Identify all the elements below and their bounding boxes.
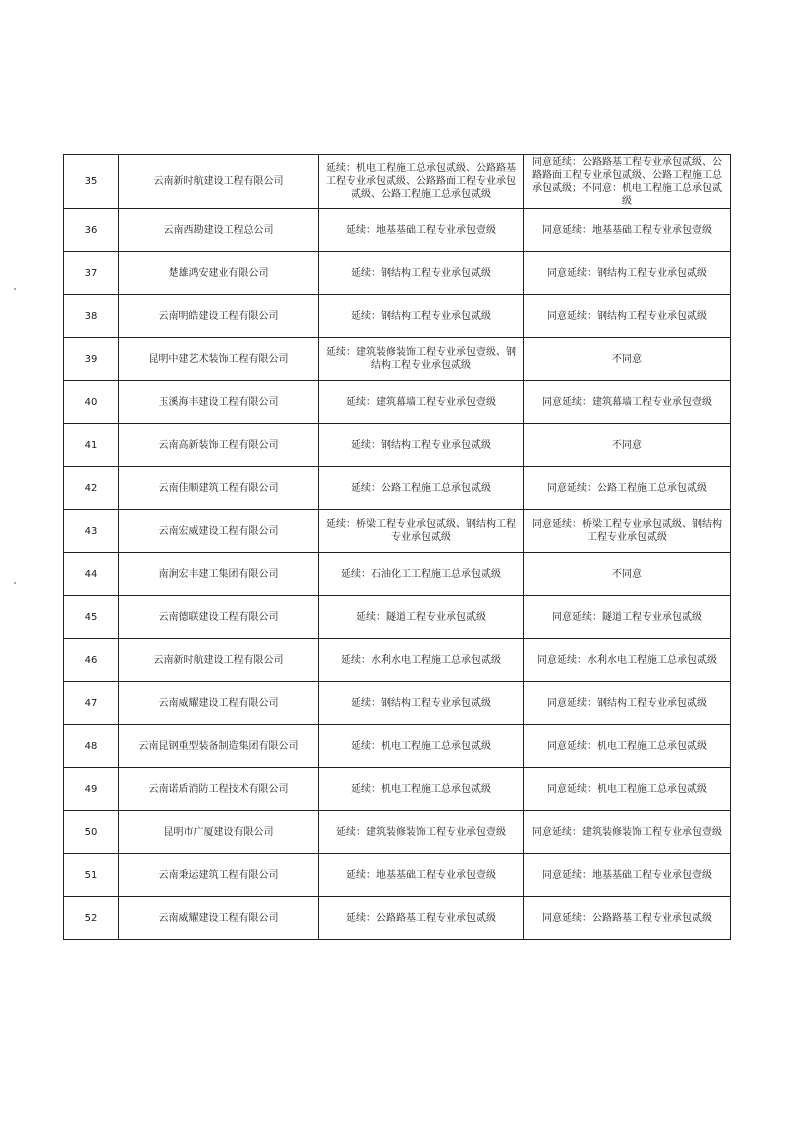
review-result: 同意延续：机电工程施工总承包贰级 [524, 725, 731, 768]
review-result: 同意延续：公路路基工程专业承包贰级、公路路面工程专业承包贰级、公路工程施工总承包贰级；不同意：机电工程施工总承包贰级 [524, 155, 731, 209]
table-row [64, 854, 731, 897]
table-row [64, 295, 731, 338]
company-name: 云南明皓建设工程有限公司 [119, 295, 319, 338]
application-content: 延续：机电工程施工总承包贰级 [319, 768, 524, 811]
application-content: 延续：钢结构工程专业承包贰级 [319, 424, 524, 467]
company-name: 云南新时航建设工程有限公司 [119, 155, 319, 209]
company-name: 云南德联建设工程有限公司 [119, 596, 319, 639]
application-content: 延续：水利水电工程施工总承包贰级 [319, 639, 524, 682]
table-row [64, 155, 731, 209]
qualification-table-body [64, 155, 731, 940]
company-name: 云南新时航建设工程有限公司 [119, 639, 319, 682]
company-name: 云南西勘建设工程总公司 [119, 209, 319, 252]
row-number: 51 [64, 854, 119, 897]
scan-mark [14, 582, 16, 584]
row-number: 37 [64, 252, 119, 295]
application-content: 延续：钢结构工程专业承包贰级 [319, 295, 524, 338]
review-result: 同意延续：桥梁工程专业承包贰级、钢结构工程专业承包贰级 [524, 510, 731, 553]
row-number: 41 [64, 424, 119, 467]
review-result: 同意延续：钢结构工程专业承包贰级 [524, 252, 731, 295]
row-number: 38 [64, 295, 119, 338]
review-result: 不同意 [524, 338, 731, 381]
application-content: 延续：地基基础工程专业承包壹级 [319, 854, 524, 897]
scan-mark [14, 288, 16, 290]
row-number: 43 [64, 510, 119, 553]
application-content: 延续：桥梁工程专业承包贰级、钢结构工程专业承包贰级 [319, 510, 524, 553]
row-number: 40 [64, 381, 119, 424]
company-name: 南涧宏丰建工集团有限公司 [119, 553, 319, 596]
company-name: 云南佳顺建筑工程有限公司 [119, 467, 319, 510]
table-row [64, 381, 731, 424]
review-result: 不同意 [524, 424, 731, 467]
company-name: 云南威耀建设工程有限公司 [119, 682, 319, 725]
row-number: 46 [64, 639, 119, 682]
table-row [64, 768, 731, 811]
row-number: 44 [64, 553, 119, 596]
row-number: 42 [64, 467, 119, 510]
review-result: 同意延续：建筑幕墙工程专业承包壹级 [524, 381, 731, 424]
company-name: 昆明市广厦建设有限公司 [119, 811, 319, 854]
application-content: 延续：建筑幕墙工程专业承包壹级 [319, 381, 524, 424]
company-name: 云南威耀建设工程有限公司 [119, 897, 319, 940]
table-row [64, 553, 731, 596]
row-number: 47 [64, 682, 119, 725]
company-name: 云南诺盾消防工程技术有限公司 [119, 768, 319, 811]
table-row [64, 897, 731, 940]
table-row [64, 682, 731, 725]
application-content: 延续：机电工程施工总承包贰级 [319, 725, 524, 768]
review-result: 同意延续：地基基础工程专业承包壹级 [524, 854, 731, 897]
application-content: 延续：钢结构工程专业承包贰级 [319, 682, 524, 725]
review-result: 不同意 [524, 553, 731, 596]
application-content: 延续：钢结构工程专业承包贰级 [319, 252, 524, 295]
review-result: 同意延续：钢结构工程专业承包贰级 [524, 295, 731, 338]
company-name: 云南高新装饰工程有限公司 [119, 424, 319, 467]
table-row [64, 424, 731, 467]
review-result: 同意延续：水利水电工程施工总承包贰级 [524, 639, 731, 682]
table-row [64, 639, 731, 682]
table-row [64, 811, 731, 854]
company-name: 楚雄鸿安建业有限公司 [119, 252, 319, 295]
row-number: 49 [64, 768, 119, 811]
row-number: 35 [64, 155, 119, 209]
row-number: 48 [64, 725, 119, 768]
table-row [64, 510, 731, 553]
row-number: 39 [64, 338, 119, 381]
table-row [64, 338, 731, 381]
application-content: 延续：建筑装修装饰工程专业承包壹级、钢结构工程专业承包贰级 [319, 338, 524, 381]
application-content: 延续：隧道工程专业承包贰级 [319, 596, 524, 639]
review-result: 同意延续：钢结构工程专业承包贰级 [524, 682, 731, 725]
company-name: 云南宏威建设工程有限公司 [119, 510, 319, 553]
table-row [64, 467, 731, 510]
table-row [64, 209, 731, 252]
company-name: 云南秉运建筑工程有限公司 [119, 854, 319, 897]
review-result: 同意延续：机电工程施工总承包贰级 [524, 768, 731, 811]
review-result: 同意延续：隧道工程专业承包贰级 [524, 596, 731, 639]
row-number: 50 [64, 811, 119, 854]
qualification-table [63, 154, 731, 940]
application-content: 延续：机电工程施工总承包贰级、公路路基工程专业承包贰级、公路路面工程专业承包贰级、公路工程施工总承包贰级 [319, 155, 524, 209]
review-result: 同意延续：公路路基工程专业承包贰级 [524, 897, 731, 940]
table-row [64, 725, 731, 768]
application-content: 延续：公路路基工程专业承包贰级 [319, 897, 524, 940]
review-result: 同意延续：公路工程施工总承包贰级 [524, 467, 731, 510]
application-content: 延续：公路工程施工总承包贰级 [319, 467, 524, 510]
application-content: 延续：地基基础工程专业承包壹级 [319, 209, 524, 252]
application-content: 延续：石油化工工程施工总承包贰级 [319, 553, 524, 596]
company-name: 昆明中建艺术装饰工程有限公司 [119, 338, 319, 381]
application-content: 延续：建筑装修装饰工程专业承包壹级 [319, 811, 524, 854]
table-row [64, 252, 731, 295]
table-row [64, 596, 731, 639]
row-number: 52 [64, 897, 119, 940]
row-number: 45 [64, 596, 119, 639]
row-number: 36 [64, 209, 119, 252]
company-name: 云南昆钢重型装备制造集团有限公司 [119, 725, 319, 768]
review-result: 同意延续：地基基础工程专业承包壹级 [524, 209, 731, 252]
company-name: 玉溪海丰建设工程有限公司 [119, 381, 319, 424]
review-result: 同意延续：建筑装修装饰工程专业承包壹级 [524, 811, 731, 854]
